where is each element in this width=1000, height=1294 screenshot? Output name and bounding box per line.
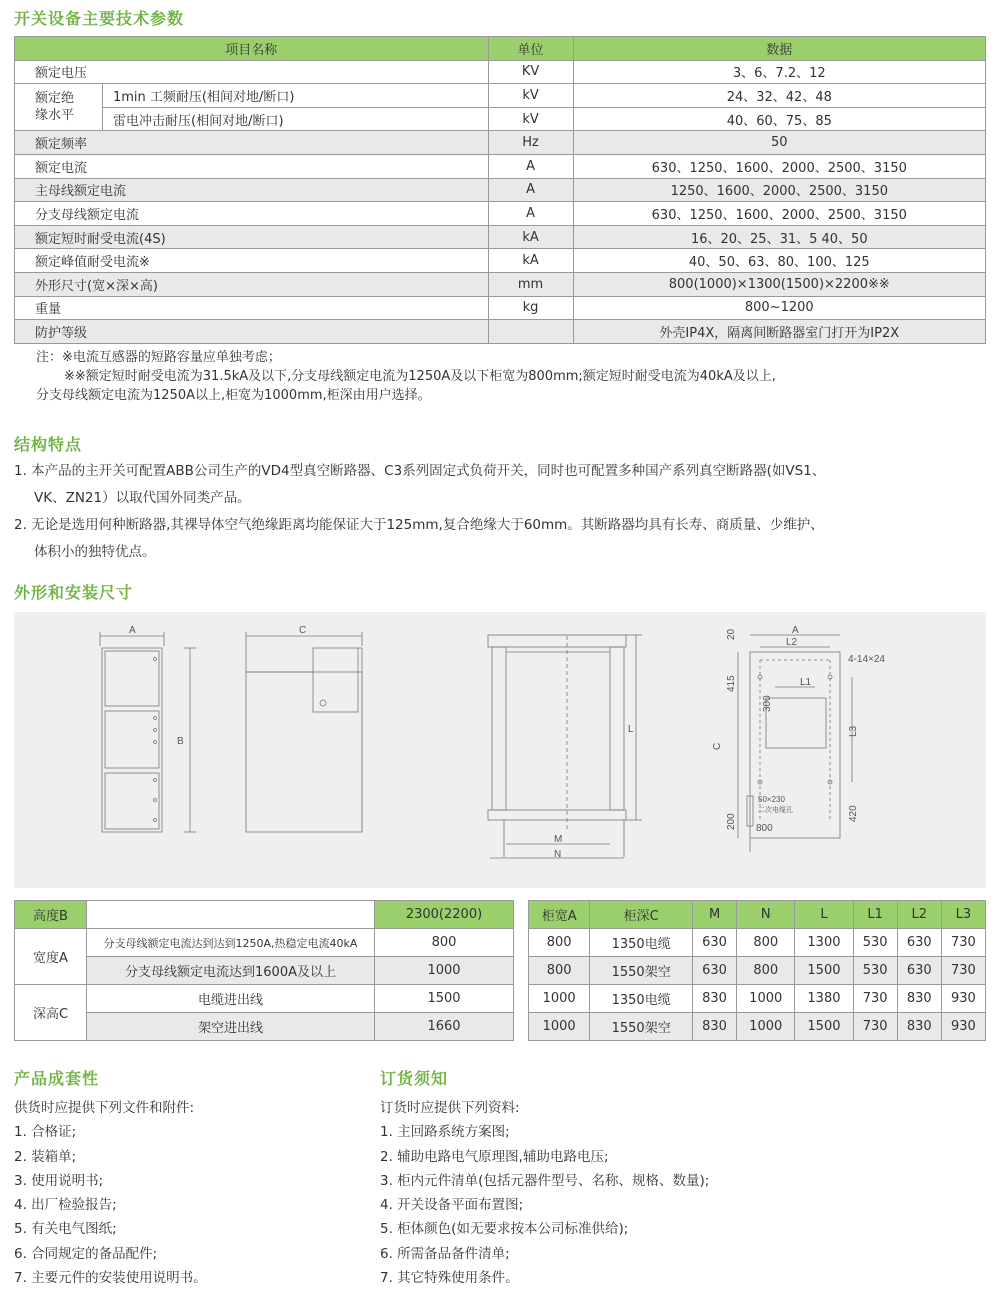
dimB-cell: 730 <box>853 985 897 1013</box>
spec-name: 额定电压 <box>15 60 489 84</box>
dimB-cell: 630 <box>692 957 736 985</box>
spec-name: 额定峰值耐受电流※ <box>15 249 489 273</box>
dimB-cell: 800 <box>529 957 590 985</box>
list-item: 1. 主回路系统方案图; <box>380 1124 510 1141</box>
dimB-cell: 830 <box>897 985 941 1013</box>
feature-1b: VK、ZN21）以取代国外同类产品。 <box>34 490 251 506</box>
dimB-cell: 830 <box>897 1013 941 1041</box>
label-300: 300 <box>762 695 773 712</box>
section-title-spec: 开关设备主要技术参数 <box>14 9 185 28</box>
spec-value: 外壳IP4X，隔离间断路器室门打开为IP2X <box>573 320 985 344</box>
features-text <box>14 458 989 566</box>
spec-value: 16、20、25、31、5 40、50 <box>573 225 985 249</box>
list-item: 3. 柜内元件清单(包括元器件型号、名称、规格、数量); <box>380 1172 710 1189</box>
table-row <box>529 985 986 1013</box>
dimB-cell: 1000 <box>529 1013 590 1041</box>
spec-notes <box>36 348 776 405</box>
label-n: N <box>554 849 562 860</box>
label-m: M <box>554 834 563 845</box>
spec-value: 630、1250、1600、2000、2500、3150 <box>573 154 985 178</box>
dimB-header: M <box>692 901 736 929</box>
floor-plan <box>712 625 885 852</box>
dimB-cell: 530 <box>853 957 897 985</box>
list-item: 2. 装箱单; <box>14 1148 77 1165</box>
spec-value: 3、6、7.2、12 <box>573 60 985 84</box>
dimB-header: L1 <box>853 901 897 929</box>
dimB-cell: 930 <box>941 1013 985 1041</box>
dimB-header: L2 <box>897 901 941 929</box>
spec-name: 分支母线额定电流 <box>15 202 489 226</box>
label-l: L <box>628 724 634 735</box>
spec-name: 额定短时耐受电流(4S) <box>15 225 489 249</box>
spec-value: 50 <box>573 131 985 155</box>
dimB-cell: 1300 <box>795 929 853 957</box>
dimB-cell: 1500 <box>795 1013 853 1041</box>
dimB-cell: 1550架空 <box>590 1013 693 1041</box>
table-row <box>529 1013 986 1041</box>
label-b: B <box>177 736 184 747</box>
dimB-cell: 800 <box>529 929 590 957</box>
spec-value: 800~1200 <box>573 296 985 320</box>
dimB-header: N <box>737 901 795 929</box>
list-item: 6. 合同规定的备品配件; <box>14 1245 158 1262</box>
spec-insulation-group: 额定绝 缘水平 <box>15 84 103 131</box>
dimB-cell: 630 <box>692 929 736 957</box>
dimB-cell: 1380 <box>795 985 853 1013</box>
dimB-cell: 830 <box>692 985 736 1013</box>
list-item: 7. 主要元件的安装使用说明书。 <box>14 1270 207 1287</box>
spec-name: 防护等级 <box>15 320 489 344</box>
dimA-depth-label: 深高C <box>15 985 87 1041</box>
spec-table <box>14 36 986 344</box>
spec-header-value: 数据 <box>573 37 985 61</box>
dimension-table-a <box>14 900 514 1041</box>
dimA-w1-desc: 分支母线额定电流达到达到1250A,热稳定电流40kA <box>87 929 375 957</box>
dimB-cell: 800 <box>737 929 795 957</box>
dimB-cell: 1500 <box>795 957 853 985</box>
side-view <box>246 625 362 832</box>
spec-unit: KV <box>488 60 573 84</box>
label-cable-hole: 二次电缆孔 <box>758 807 793 814</box>
spec-unit: kg <box>488 296 573 320</box>
spec-header-name: 项目名称 <box>15 37 489 61</box>
spec-value: 40、60、75、85 <box>573 107 985 131</box>
list-item: 1. 合格证; <box>14 1124 77 1141</box>
dimA-d2-val: 1660 <box>375 1013 514 1041</box>
dimB-cell: 730 <box>941 957 985 985</box>
dimB-cell: 730 <box>941 929 985 957</box>
dimB-cell: 630 <box>897 957 941 985</box>
dimA-w2-val: 1000 <box>375 957 514 985</box>
feature-2b: 体积小的独特优点。 <box>34 544 156 560</box>
spec-unit: mm <box>488 272 573 296</box>
note-2: ※※额定短时耐受电流为31.5kA及以下,分支母线额定电流为1250A及以下柜宽为800mm;额定短时耐受电流为40kA及以上, <box>64 369 776 384</box>
list-item: 6. 所需备品备件清单; <box>380 1245 510 1262</box>
supply-list <box>14 1096 207 1290</box>
dimA-height-label: 高度B <box>15 901 87 929</box>
dimension-table-b <box>528 900 986 1041</box>
dimA-d2-desc: 架空进出线 <box>87 1013 375 1041</box>
table-row <box>529 957 986 985</box>
dimA-w1-val: 800 <box>375 929 514 957</box>
label-cable-size: 50×230 <box>758 795 785 804</box>
label-l2: L2 <box>786 637 798 648</box>
spec-unit: kV <box>488 107 573 131</box>
supply-intro: 供货时应提供下列文件和附件: <box>14 1100 195 1116</box>
spec-name: 额定频率 <box>15 131 489 155</box>
dimB-header: L <box>795 901 853 929</box>
spec-unit: kA <box>488 225 573 249</box>
label-a-plan: A <box>792 625 799 636</box>
spec-unit: Hz <box>488 131 573 155</box>
spec-unit: kV <box>488 84 573 108</box>
spec-name: 额定电流 <box>15 154 489 178</box>
spec-name: 主母线额定电流 <box>15 178 489 202</box>
dimB-cell: 1350电缆 <box>590 929 693 957</box>
order-intro: 订货时应提供下列资料: <box>380 1100 520 1116</box>
spec-unit: A <box>488 178 573 202</box>
label-415: 415 <box>726 675 737 692</box>
dimB-cell: 1000 <box>529 985 590 1013</box>
dimB-cell: 730 <box>853 1013 897 1041</box>
section-title-order: 订货须知 <box>380 1069 449 1088</box>
label-holes: 4-14×24 <box>848 654 885 665</box>
spec-name: 重量 <box>15 296 489 320</box>
feature-1a: 1. 本产品的主开关可配置ABB公司生产的VD4型真空断路器、C3系列固定式负荷开关，同时也可配置多种国产系列真空断路器(如VS1、 <box>14 463 826 479</box>
dimB-cell: 1550架空 <box>590 957 693 985</box>
label-c-side: C <box>299 625 307 636</box>
dimension-drawings <box>14 612 986 888</box>
dimA-d1-val: 1500 <box>375 985 514 1013</box>
spec-value: 40、50、63、80、100、125 <box>573 249 985 273</box>
dimA-d1-desc: 电缆进出线 <box>87 985 375 1013</box>
label-l1: L1 <box>800 677 812 688</box>
dimA-w2-desc: 分支母线额定电流达到1600A及以上 <box>87 957 375 985</box>
front-view <box>100 625 196 832</box>
section-title-supply: 产品成套性 <box>14 1069 100 1088</box>
list-item: 3. 使用说明书; <box>14 1172 104 1189</box>
spec-name: 雷电冲击耐压(相间对地/断口) <box>103 107 489 131</box>
spec-name: 1min 工频耐压(相间对地/断口) <box>103 84 489 108</box>
dimB-cell: 930 <box>941 985 985 1013</box>
feature-2a: 2. 无论是选用何种断路器,其裸导体空气绝缘距离均能保证大于125mm,复合绝缘大于60mm。其断路器均具有长寿、商质量、少维护、 <box>14 517 824 533</box>
list-item: 5. 有关电气图纸; <box>14 1221 117 1238</box>
list-item: 5. 柜体颜色(如无要求按本公司标准供给); <box>380 1221 629 1238</box>
list-item: 4. 开关设备平面布置图; <box>380 1197 524 1214</box>
note-3: 分支母线额定电流为1250A以上,柜宽为1000mm,柜深由用户选择。 <box>36 388 431 403</box>
spec-unit: A <box>488 202 573 226</box>
dimB-cell: 1000 <box>737 1013 795 1041</box>
dimB-cell: 800 <box>737 957 795 985</box>
dimB-header: 柜深C <box>590 901 693 929</box>
list-item: 7. 其它特殊使用条件。 <box>380 1270 519 1287</box>
dimB-cell: 830 <box>692 1013 736 1041</box>
dimB-cell: 1350电缆 <box>590 985 693 1013</box>
section-title-dimensions: 外形和安装尺寸 <box>14 583 134 602</box>
dimB-cell: 530 <box>853 929 897 957</box>
label-20: 20 <box>726 628 737 640</box>
drawings-svg <box>14 612 986 888</box>
label-800: 800 <box>756 823 773 834</box>
spec-value: 630、1250、1600、2000、2500、3150 <box>573 202 985 226</box>
table-row <box>529 929 986 957</box>
label-c-plan: C <box>712 742 723 750</box>
order-list <box>380 1096 709 1290</box>
dimB-cell: 630 <box>897 929 941 957</box>
list-item: 4. 出厂检验报告; <box>14 1197 117 1214</box>
dimB-header: L3 <box>941 901 985 929</box>
frame-view <box>488 635 642 860</box>
dimB-cell: 1000 <box>737 985 795 1013</box>
spec-header-unit: 单位 <box>488 37 573 61</box>
dimB-header: 柜宽A <box>529 901 590 929</box>
spec-unit: kA <box>488 249 573 273</box>
section-title-features: 结构特点 <box>14 435 83 454</box>
dimA-height-value: 2300(2200) <box>375 901 514 929</box>
label-l3: L3 <box>848 725 859 737</box>
spec-name: 外形尺寸(宽×深×高) <box>15 272 489 296</box>
spec-unit: A <box>488 154 573 178</box>
note-1: 注：※电流互感器的短路容量应单独考虑； <box>36 350 281 365</box>
label-420: 420 <box>848 805 859 822</box>
label-200: 200 <box>726 813 737 830</box>
dimA-width-label: 宽度A <box>15 929 87 985</box>
spec-value: 24、32、42、48 <box>573 84 985 108</box>
list-item: 2. 辅助电路电气原理图,辅助电路电压; <box>380 1148 609 1165</box>
spec-value: 800(1000)×1300(1500)×2200※※ <box>573 272 985 296</box>
label-a-front: A <box>129 625 136 636</box>
spec-unit <box>488 320 573 344</box>
spec-value: 1250、1600、2000、2500、3150 <box>573 178 985 202</box>
